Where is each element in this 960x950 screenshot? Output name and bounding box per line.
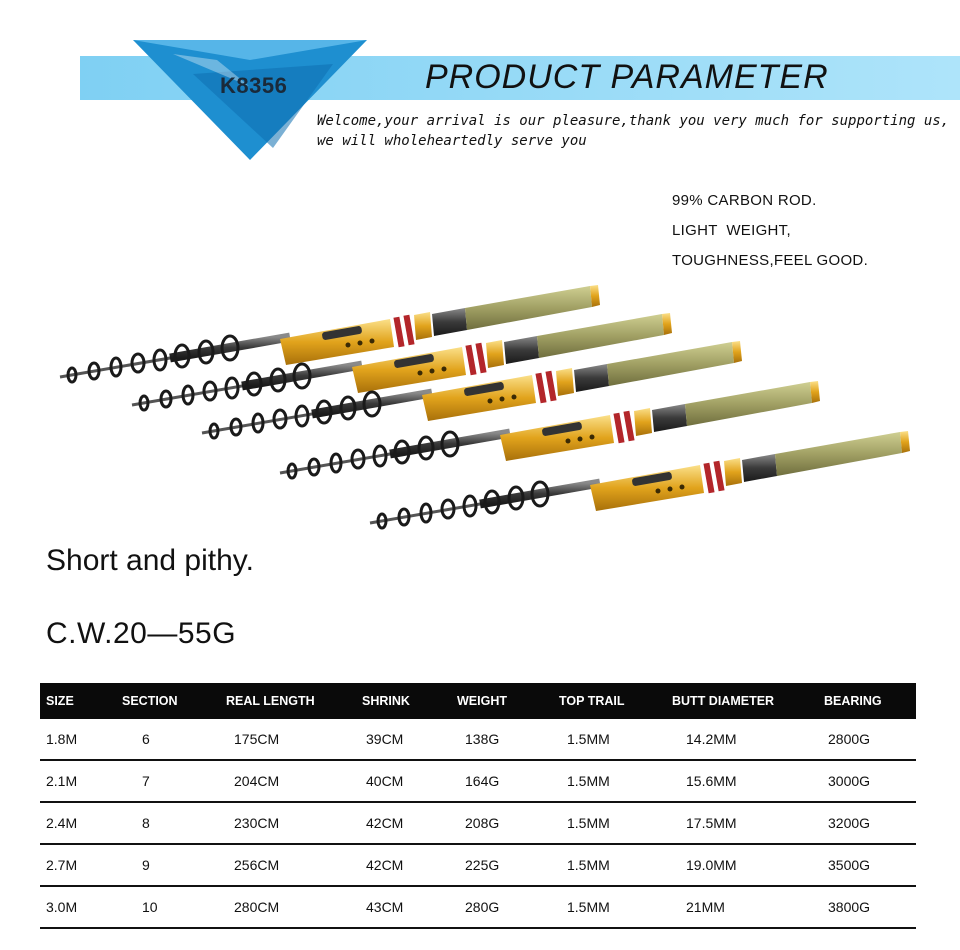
cell-real-length: 256CM [234, 857, 280, 873]
cell-butt-diameter: 15.6MM [686, 773, 737, 789]
cell-size: 3.0M [46, 899, 78, 915]
cell-real-length: 204CM [234, 773, 280, 789]
cell-weight: 280G [465, 899, 500, 915]
cell-top-trail: 1.5MM [567, 773, 610, 789]
table-row [40, 719, 916, 761]
table-row [40, 803, 916, 845]
cell-weight: 225G [465, 857, 500, 873]
cell-top-trail: 1.5MM [567, 899, 610, 915]
cell-bearing: 3000G [828, 773, 871, 789]
cell-shrink: 42CM [366, 857, 404, 873]
cell-butt-diameter: 21MM [686, 899, 725, 915]
column-header-bearing: BEARING [824, 694, 882, 708]
cell-section: 9 [142, 857, 150, 873]
cell-bearing: 2800G [828, 731, 871, 747]
cell-butt-diameter: 19.0MM [686, 857, 737, 873]
column-header-size: SIZE [46, 694, 74, 708]
cell-size: 2.1M [46, 773, 78, 789]
cell-shrink: 40CM [366, 773, 404, 789]
feature-item: LIGHT WEIGHT, [672, 222, 791, 239]
cell-weight: 138G [465, 731, 500, 747]
cell-size: 1.8M [46, 731, 78, 747]
cell-top-trail: 1.5MM [567, 857, 610, 873]
column-header-weight: WEIGHT [457, 694, 507, 708]
cell-weight: 164G [465, 773, 500, 789]
page-title: PRODUCT PARAMETER [425, 58, 829, 96]
cell-real-length: 280CM [234, 899, 280, 915]
cell-section: 7 [142, 773, 150, 789]
cell-weight: 208G [465, 815, 500, 831]
table-header-row [40, 683, 916, 719]
cell-section: 10 [142, 899, 158, 915]
column-header-shrink: SHRINK [362, 694, 410, 708]
cell-shrink: 39CM [366, 731, 404, 747]
welcome-text [317, 111, 957, 151]
tagline: Short and pithy. [46, 544, 254, 577]
cell-shrink: 42CM [366, 815, 404, 831]
cell-shrink: 43CM [366, 899, 404, 915]
cell-size: 2.7M [46, 857, 78, 873]
welcome-line: we will wholeheartedly serve you [317, 133, 587, 149]
cell-bearing: 3500G [828, 857, 871, 873]
column-header-top-trail: TOP TRAIL [559, 694, 625, 708]
feature-item: TOUGHNESS,FEEL GOOD. [672, 252, 869, 269]
feature-item: 99% CARBON ROD. [672, 192, 817, 209]
welcome-line: Welcome,your arrival is our pleasure,thank you very much for supporting us, [317, 113, 950, 129]
cell-butt-diameter: 17.5MM [686, 815, 737, 831]
column-header-real-length: REAL LENGTH [226, 694, 315, 708]
casting-weight: C.W.20—55G [46, 617, 237, 650]
cell-bearing: 3800G [828, 899, 871, 915]
table-row [40, 845, 916, 887]
cell-section: 6 [142, 731, 150, 747]
cell-section: 8 [142, 815, 150, 831]
fishing-rods-image [40, 255, 920, 545]
table-row [40, 887, 916, 929]
cell-real-length: 230CM [234, 815, 280, 831]
table-row [40, 761, 916, 803]
brand-logo: K8356 [220, 73, 288, 98]
cell-top-trail: 1.5MM [567, 731, 610, 747]
column-header-section: SECTION [122, 694, 178, 708]
cell-top-trail: 1.5MM [567, 815, 610, 831]
cell-real-length: 175CM [234, 731, 280, 747]
cell-bearing: 3200G [828, 815, 871, 831]
cell-size: 2.4M [46, 815, 78, 831]
spec-table [40, 683, 916, 929]
cell-butt-diameter: 14.2MM [686, 731, 737, 747]
column-header-butt-diameter: BUTT DIAMETER [672, 694, 775, 708]
